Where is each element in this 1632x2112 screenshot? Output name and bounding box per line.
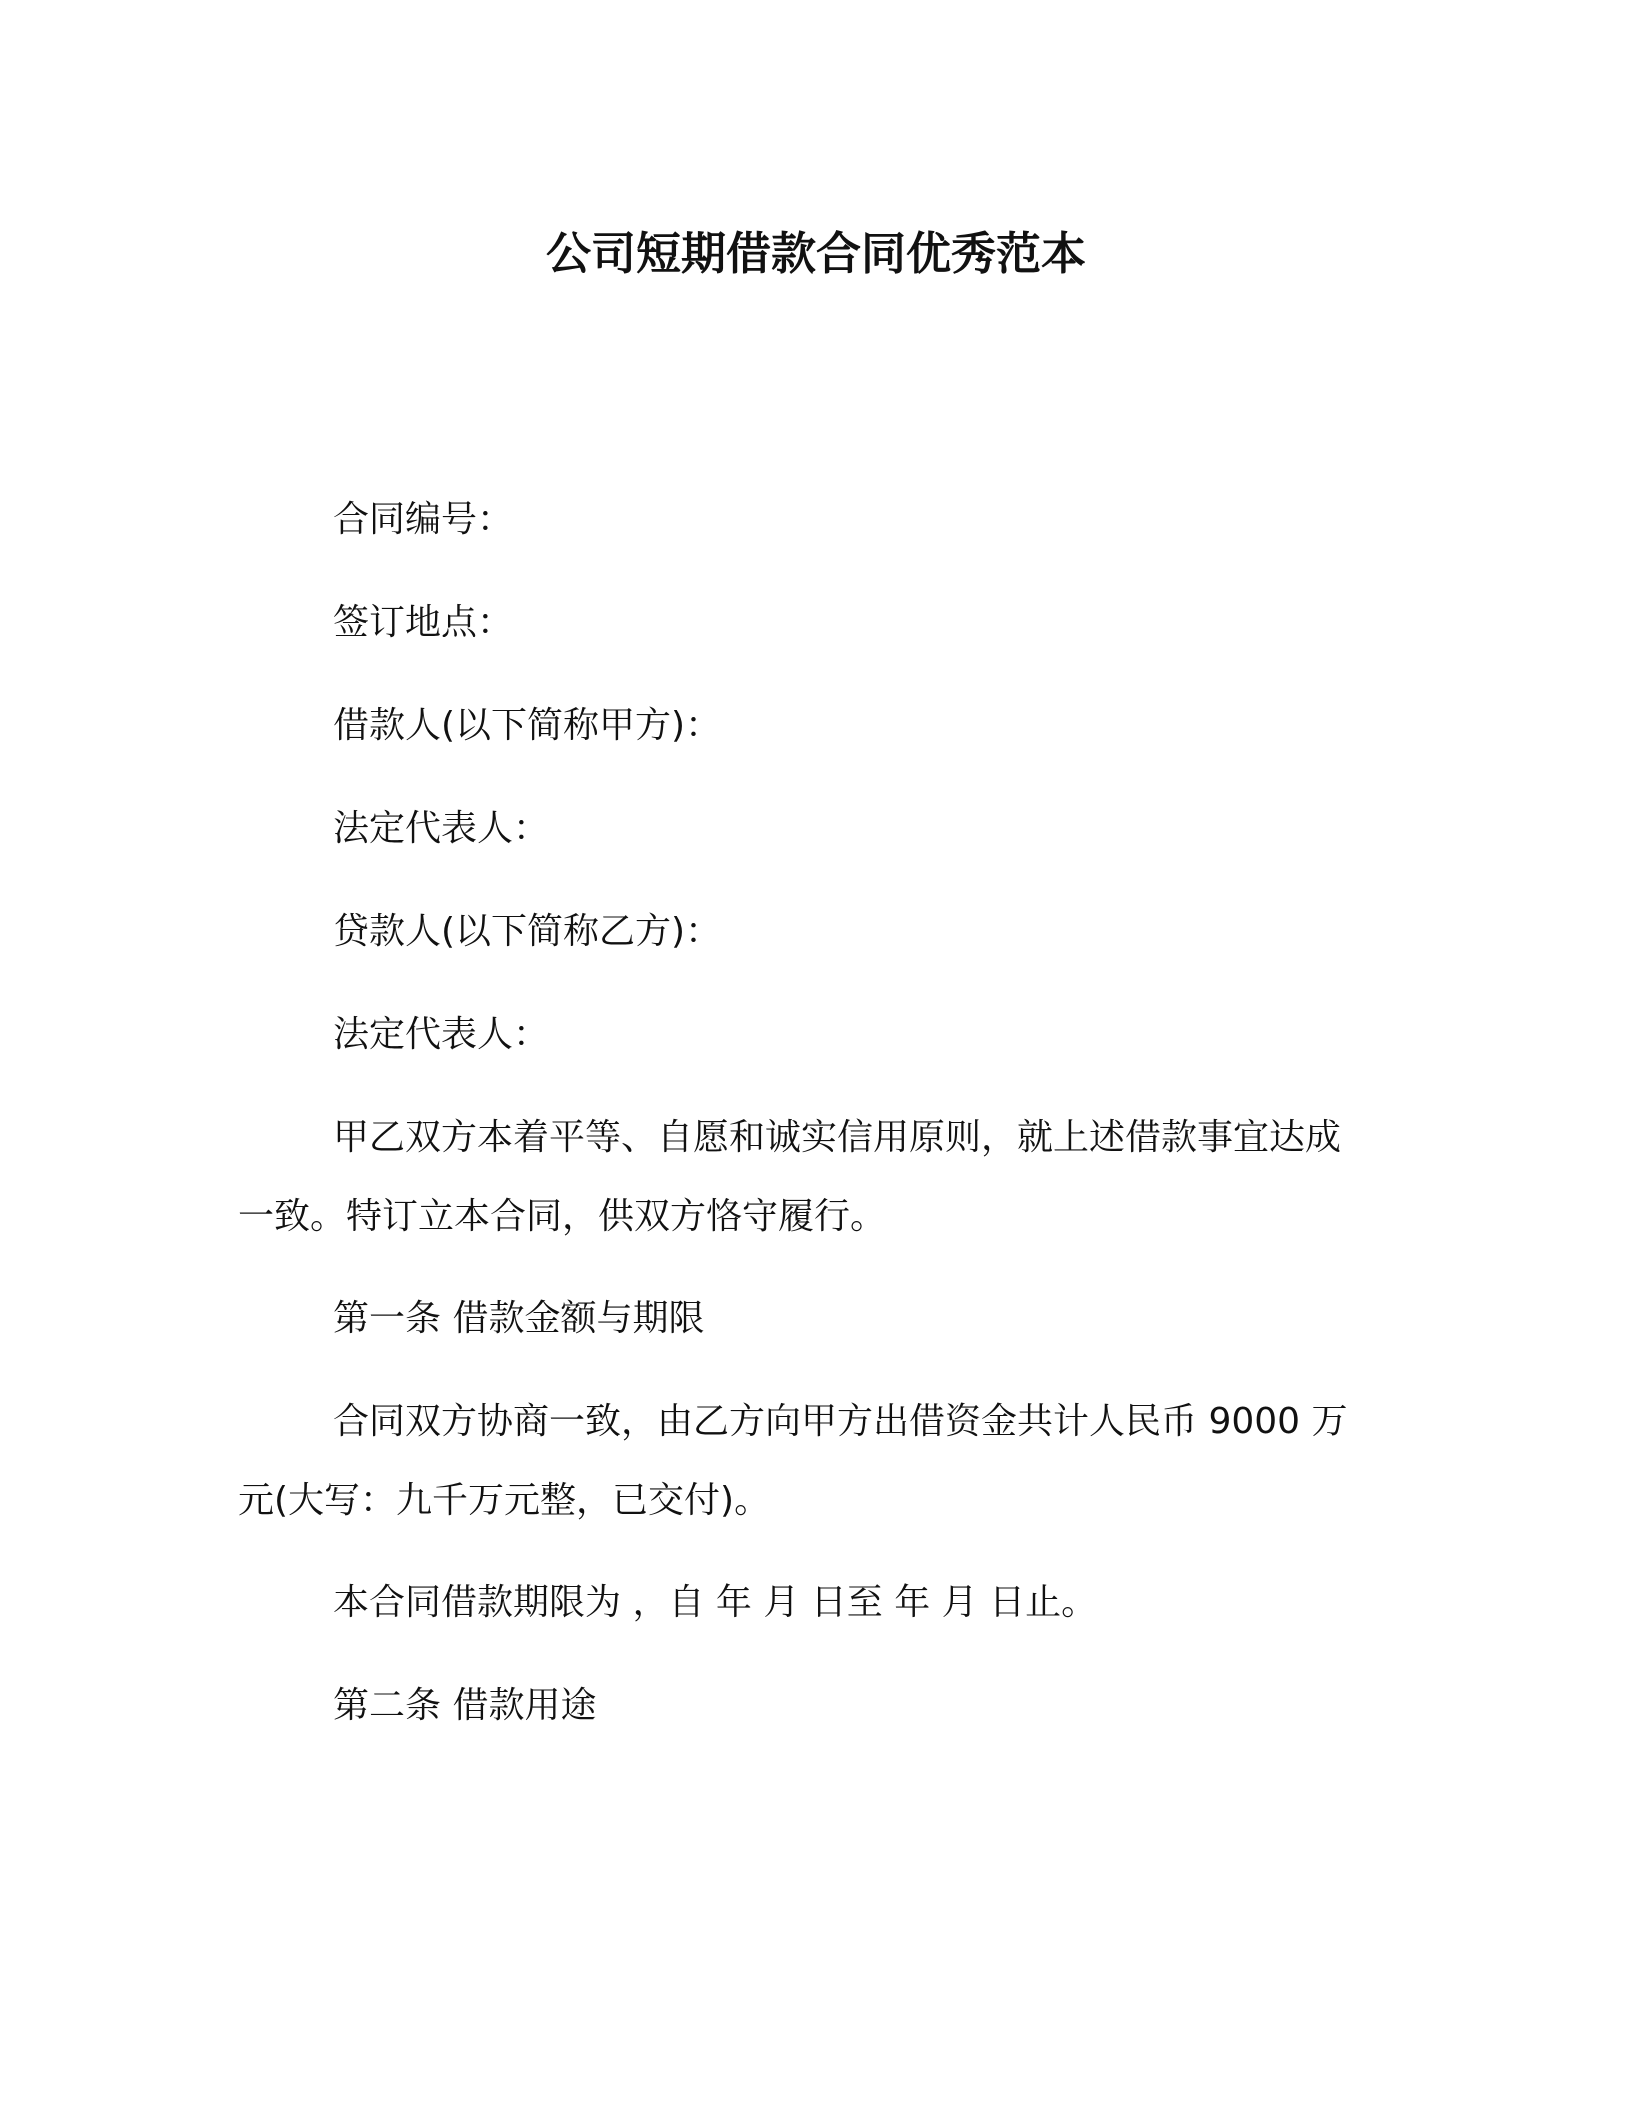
article1-term-line: 本合同借款期限为 ，自 年 月 日至 年 月 日止。 <box>333 1582 1098 1623</box>
document-title: 公司短期借款合同优秀范本 <box>545 227 1086 280</box>
article1-amount-line-2: 元(大写：九千万元整，已交付)。 <box>238 1480 771 1521</box>
field-signing-place: 签订地点： <box>333 602 514 643</box>
preamble-line-1: 甲乙双方本着平等、自愿和诚实信用原则，就上述借款事宜达成 <box>333 1117 1342 1158</box>
field-lender: 贷款人(以下简称乙方)： <box>333 911 722 952</box>
article2-heading: 第二条 借款用途 <box>333 1685 597 1726</box>
field-lender-representative: 法定代表人： <box>333 1014 550 1055</box>
preamble-line-2: 一致。特订立本合同，供双方恪守履行。 <box>238 1196 887 1237</box>
article1-amount-line-1: 合同双方协商一致，由乙方向甲方出借资金共计人民币 9000 万 <box>333 1401 1348 1442</box>
field-contract-number: 合同编号： <box>333 499 514 540</box>
article1-heading: 第一条 借款金额与期限 <box>333 1298 705 1339</box>
field-borrower: 借款人(以下简称甲方)： <box>333 705 722 746</box>
field-borrower-representative: 法定代表人： <box>333 808 550 849</box>
